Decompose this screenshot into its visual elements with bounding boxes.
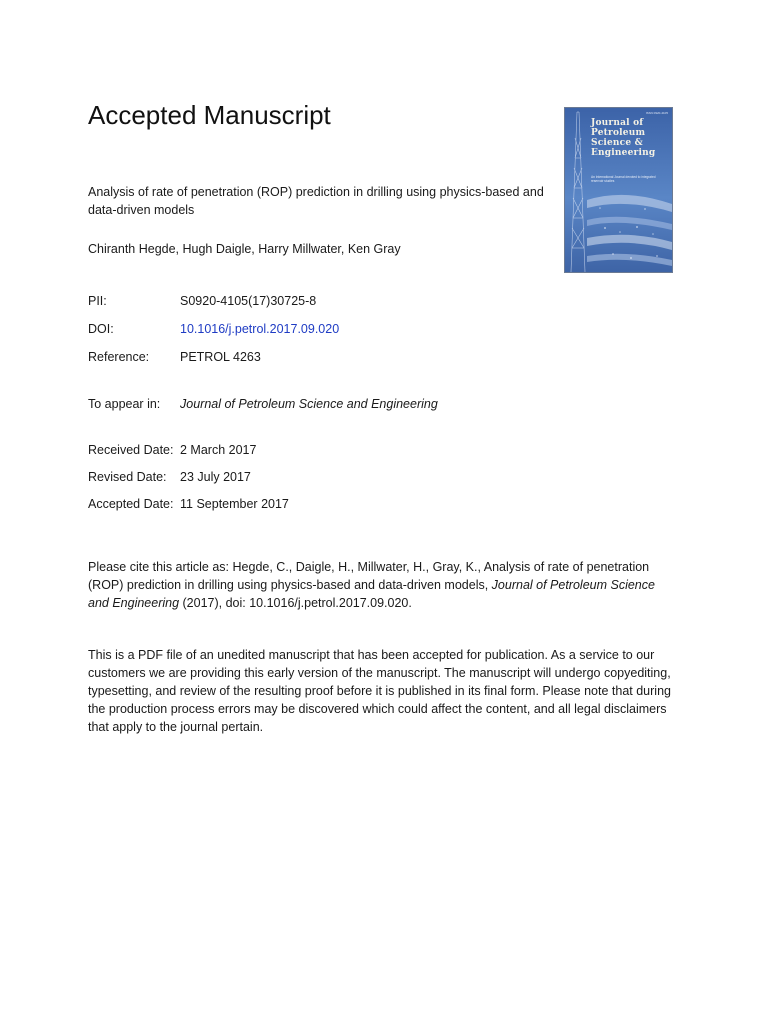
- pii-label: PII:: [88, 294, 107, 308]
- page-heading: Accepted Manuscript: [88, 100, 331, 130]
- cover-subtitle: An International Journal devoted to integrated reservoir studies: [591, 175, 656, 183]
- citation-journal: Journal of Petroleum Science and Engineering: [88, 578, 655, 610]
- citation-suffix: (2017), doi: 10.1016/j.petrol.2017.09.020.: [179, 596, 412, 610]
- pii-value: S0920-4105(17)30725-8: [180, 294, 317, 308]
- disclaimer-paragraph: This is a PDF file of an unedited manuscript that has been accepted for publication. As a service to our customers we are providing this early version of the manuscript. The manuscript will undergo copyediting, typesetting, and review of the resulting proof before it is published in its final form. Please note that during the production process errors may be discovered which could affect the content, and all legal disclaimers that apply to the journal pertain.: [88, 648, 671, 734]
- citation-prefix: Please cite this article as: Hegde, C., Daigle, H., Millwater, H., Gray, K., Analysis of rate of penetration (ROP) prediction in drilling using physics-based and data-driven models,: [88, 560, 650, 592]
- journal-name: Journal of Petroleum Science and Engineering: [180, 397, 438, 411]
- revised-date: 23 July 2017: [180, 470, 251, 484]
- received-label: Received Date:: [88, 443, 174, 457]
- reference-value: PETROL 4263: [180, 350, 261, 364]
- doi-link[interactable]: 10.1016/j.petrol.2017.09.020: [180, 322, 340, 336]
- received-date: 2 March 2017: [180, 443, 257, 457]
- revised-label: Revised Date:: [88, 470, 167, 484]
- accepted-date: 11 September 2017: [180, 497, 289, 511]
- article-title: Analysis of rate of penetration (ROP) prediction in drilling using physics-based and data-driven models: [88, 185, 544, 217]
- doi-label: DOI:: [88, 322, 114, 336]
- journal-cover-image: [564, 107, 673, 273]
- cover-journal-title: Journal of Petroleum Science & Engineering: [591, 118, 656, 158]
- author-list: Chiranth Hegde, Hugh Daigle, Harry Millwater, Ken Gray: [88, 242, 401, 256]
- cover-issn: ISSN 0920-4105: [645, 111, 668, 115]
- citation-paragraph: [88, 558, 673, 612]
- reference-label: Reference:: [88, 350, 150, 364]
- accepted-label: Accepted Date:: [88, 497, 174, 511]
- appear-in-label: To appear in:: [88, 397, 161, 411]
